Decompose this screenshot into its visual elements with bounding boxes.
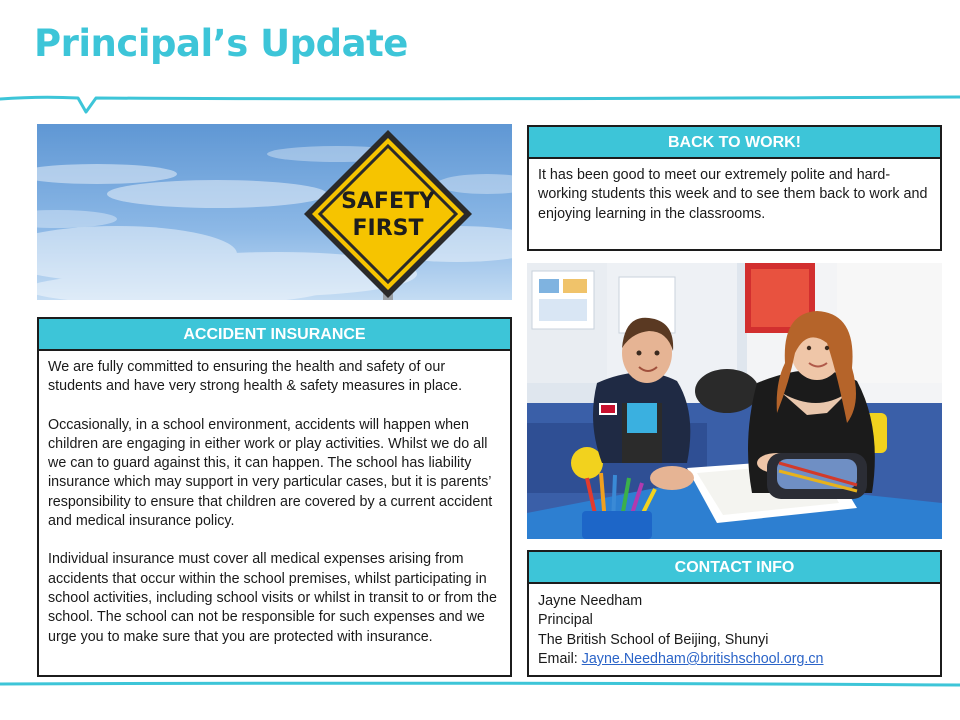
back-to-work-heading: BACK TO WORK! [529,127,940,159]
contact-email-line [538,650,931,669]
contact-email-label: Email: [538,650,582,667]
bottom-divider [0,678,960,690]
accident-insurance-panel [37,317,512,677]
back-to-work-text: It has been good to meet our extremely polite and hard-working students this week and to see them back to work and enjoying learning in the classrooms. [538,167,928,222]
safety-first-image [37,124,512,300]
accident-paragraph: Occasionally, in a school environment, accidents will happen when children are engaging in either work or play activities. Whilst we do all we can to guard against this, it can happen. The school has liability insurance which may support in very particular cases, but it is parents’ responsibility to ensure that children are covered by a current accident and medical insurance policy. [48,416,493,530]
back-to-work-panel [527,125,942,251]
sign-text-line1: SAFETY [341,189,435,214]
contact-info-heading: CONTACT INFO [529,552,940,584]
accident-paragraph: We are fully committed to ensuring the health and safety of our students and have very strong health & safety measures in place. [48,359,463,395]
sign-text-line2: FIRST [352,216,424,241]
accident-paragraph: Individual insurance must cover all medical expenses arising from accidents that occur within the school premises, whilst participating in school activities, including school visits or whilst in transit to or from the school. The school can not be responsible for such expenses and we urge you to make sure that you are protected with insurance. [48,551,497,645]
accident-insurance-body [39,351,510,654]
top-divider [0,88,960,128]
back-to-work-body [529,159,940,231]
contact-info-body [529,584,940,676]
contact-role: Principal [538,612,593,629]
contact-school: The British School of Beijing, Shunyi [538,631,769,648]
contact-info-panel [527,550,942,677]
page-title: Principal’s Update [34,22,408,65]
contact-email-link[interactable]: Jayne.Needham@britishschool.org.cn [581,650,824,667]
accident-insurance-heading: ACCIDENT INSURANCE [39,319,510,351]
classroom-photo [527,263,942,539]
contact-name: Jayne Needham [538,593,643,609]
pencil-case [767,453,867,499]
